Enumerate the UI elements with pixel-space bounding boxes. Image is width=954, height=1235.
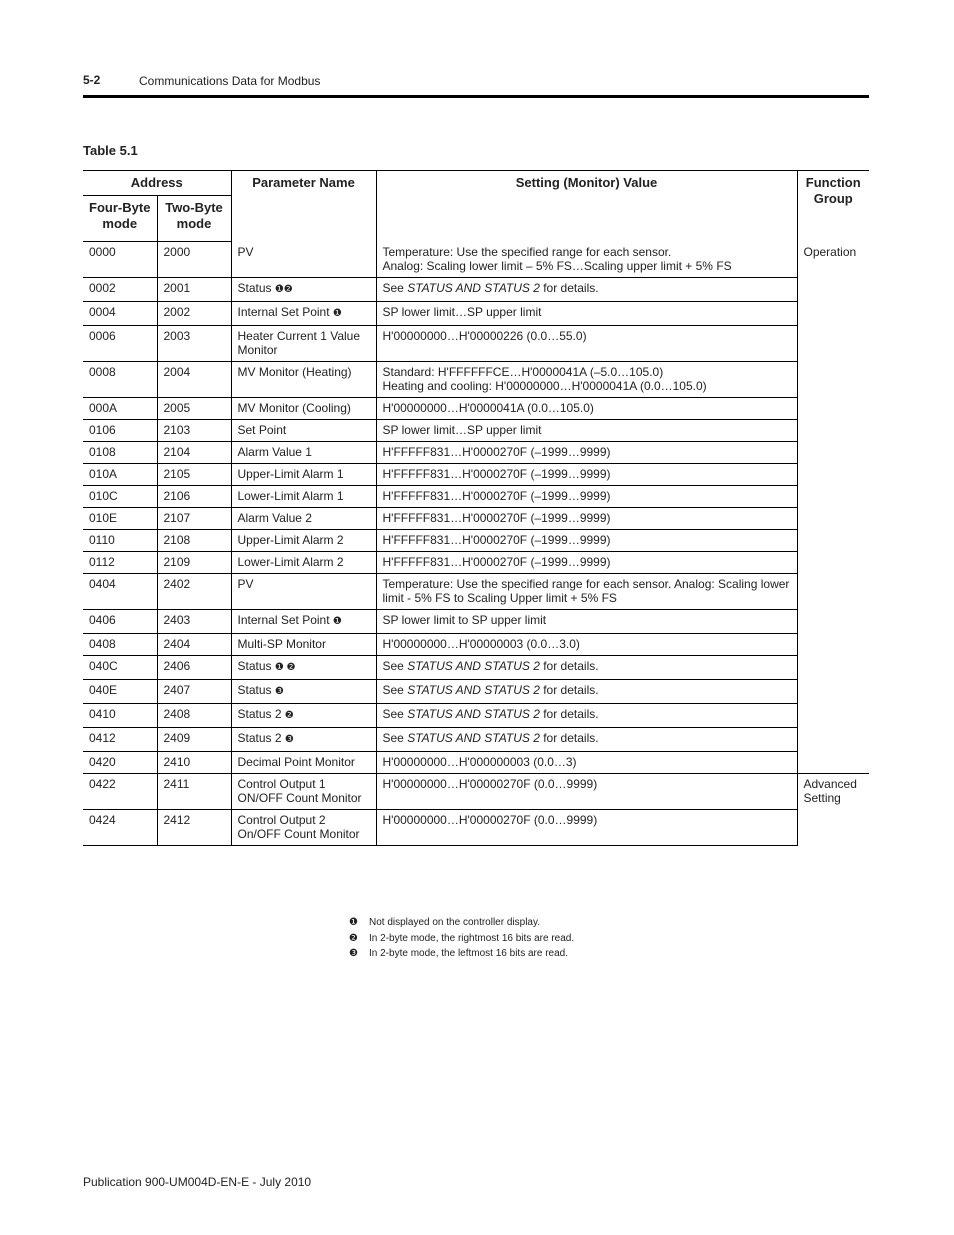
footnotes xyxy=(349,915,574,962)
value-cell: SP lower limit to SP upper limit xyxy=(376,609,797,633)
two-byte-cell: 2000 xyxy=(157,242,231,278)
table-row xyxy=(83,809,869,845)
four-byte-cell: 040C xyxy=(83,655,157,679)
table-row xyxy=(83,573,869,609)
table-row xyxy=(83,277,869,301)
value-cell: H'00000000…H'00000270F (0.0…9999) xyxy=(376,773,797,809)
footnote-marker: ❸ xyxy=(274,685,284,697)
four-byte-cell: 0410 xyxy=(83,703,157,727)
value-cell: H'00000000…H'0000041A (0.0…105.0) xyxy=(376,397,797,419)
two-byte-cell: 2406 xyxy=(157,655,231,679)
two-byte-cell: 2409 xyxy=(157,727,231,751)
four-byte-cell: 010E xyxy=(83,507,157,529)
table-caption: Table 5.1 xyxy=(83,143,138,158)
table-row xyxy=(83,609,869,633)
two-byte-header: Two-Byte mode xyxy=(157,196,231,242)
footnote-marker: ❷ xyxy=(284,709,294,721)
value-cell: H'00000000…H'00000226 (0.0…55.0) xyxy=(376,325,797,361)
footnote-marker: ❶ xyxy=(349,917,358,928)
table-row xyxy=(83,463,869,485)
parameter-cell: MV Monitor (Cooling) xyxy=(231,397,376,419)
footnote-marker: ❸ xyxy=(349,948,358,959)
two-byte-cell: 2107 xyxy=(157,507,231,529)
two-byte-cell: 2108 xyxy=(157,529,231,551)
four-byte-cell: 0002 xyxy=(83,277,157,301)
value-cell: H'FFFFF831…H'0000270F (–1999…9999) xyxy=(376,507,797,529)
parameter-cell: Status 2 ❸ xyxy=(231,727,376,751)
header-rule xyxy=(83,95,869,98)
two-byte-cell: 2411 xyxy=(157,773,231,809)
four-byte-cell: 0106 xyxy=(83,419,157,441)
parameter-cell: Status ❶❷ xyxy=(231,277,376,301)
four-byte-cell: 0108 xyxy=(83,441,157,463)
footnote-marker: ❶ xyxy=(332,615,342,627)
table-row xyxy=(83,751,869,773)
page-section-number: 5-2 xyxy=(83,73,101,87)
table-row xyxy=(83,679,869,703)
table-row xyxy=(83,507,869,529)
footnote-marker: ❶ ❷ xyxy=(274,661,296,673)
parameter-cell: Status ❸ xyxy=(231,679,376,703)
value-cell: Temperature: Use the specified range for each sensor. Analog: Scaling lower limit - 5% FS to Scaling Upper limit + 5% FS xyxy=(376,573,797,609)
footnote-marker: ❶ xyxy=(332,307,342,319)
four-byte-cell: 0420 xyxy=(83,751,157,773)
parameter-cell: Decimal Point Monitor xyxy=(231,751,376,773)
two-byte-cell: 2404 xyxy=(157,633,231,655)
table-row xyxy=(83,727,869,751)
value-cell: H'FFFFF831…H'0000270F (–1999…9999) xyxy=(376,551,797,573)
value-cell: See STATUS AND STATUS 2 for details. xyxy=(376,679,797,703)
two-byte-cell: 2408 xyxy=(157,703,231,727)
two-byte-cell: 2005 xyxy=(157,397,231,419)
parameter-cell: Status 2 ❷ xyxy=(231,703,376,727)
four-byte-cell: 0422 xyxy=(83,773,157,809)
value-cell: H'00000000…H'00000003 (0.0…3.0) xyxy=(376,633,797,655)
four-byte-cell: 0412 xyxy=(83,727,157,751)
two-byte-cell: 2103 xyxy=(157,419,231,441)
table-row xyxy=(83,773,869,809)
parameter-cell: MV Monitor (Heating) xyxy=(231,361,376,397)
value-cell: Standard: H'FFFFFFCE…H'0000041A (–5.0…105.0) Heating and cooling: H'00000000…H'0000041A (0.0…105.0) xyxy=(376,361,797,397)
function-group-header: Function Group xyxy=(797,171,869,242)
four-byte-cell: 0000 xyxy=(83,242,157,278)
value-cell: SP lower limit…SP upper limit xyxy=(376,301,797,325)
page-header-title: Communications Data for Modbus xyxy=(139,74,321,88)
two-byte-cell: 2004 xyxy=(157,361,231,397)
table-row xyxy=(83,703,869,727)
two-byte-cell: 2407 xyxy=(157,679,231,703)
table-row xyxy=(83,633,869,655)
value-cell: SP lower limit…SP upper limit xyxy=(376,419,797,441)
four-byte-cell: 0404 xyxy=(83,573,157,609)
two-byte-cell: 2410 xyxy=(157,751,231,773)
two-byte-cell: 2106 xyxy=(157,485,231,507)
footnote-marker: ❶❷ xyxy=(274,283,293,295)
footnote xyxy=(349,946,574,962)
parameter-cell: Alarm Value 2 xyxy=(231,507,376,529)
table-row xyxy=(83,397,869,419)
parameter-cell: Lower-Limit Alarm 1 xyxy=(231,485,376,507)
modbus-data-table xyxy=(83,170,869,846)
footnote-marker: ❷ xyxy=(349,932,358,944)
parameter-cell: Lower-Limit Alarm 2 xyxy=(231,551,376,573)
parameter-cell: PV xyxy=(231,573,376,609)
footnote-text: In 2-byte mode, the leftmost 16 bits are read. xyxy=(369,948,568,959)
two-byte-cell: 2003 xyxy=(157,325,231,361)
four-byte-cell: 0110 xyxy=(83,529,157,551)
table-row xyxy=(83,361,869,397)
footnote-text: Not displayed on the controller display. xyxy=(369,917,541,928)
value-cell: H'FFFFF831…H'0000270F (–1999…9999) xyxy=(376,529,797,551)
parameter-cell: Multi-SP Monitor xyxy=(231,633,376,655)
page-footer: Publication 900-UM004D-EN-E - July 2010 xyxy=(83,1175,312,1189)
table-row xyxy=(83,441,869,463)
table-row xyxy=(83,485,869,507)
table-row xyxy=(83,419,869,441)
footnote xyxy=(349,915,574,931)
value-cell: H'FFFFF831…H'0000270F (–1999…9999) xyxy=(376,441,797,463)
parameter-cell: Upper-Limit Alarm 2 xyxy=(231,529,376,551)
table-row xyxy=(83,655,869,679)
value-cell: See STATUS AND STATUS 2 for details. xyxy=(376,703,797,727)
parameter-cell: Status ❶ ❷ xyxy=(231,655,376,679)
table-row xyxy=(83,301,869,325)
table-row xyxy=(83,325,869,361)
value-cell: H'FFFFF831…H'0000270F (–1999…9999) xyxy=(376,463,797,485)
value-cell: See STATUS AND STATUS 2 for details. xyxy=(376,727,797,751)
four-byte-header: Four-Byte mode xyxy=(83,196,157,242)
four-byte-cell: 040E xyxy=(83,679,157,703)
four-byte-cell: 000A xyxy=(83,397,157,419)
footnote-text: In 2-byte mode, the rightmost 16 bits are read. xyxy=(369,932,575,944)
table-row xyxy=(83,529,869,551)
four-byte-cell: 0006 xyxy=(83,325,157,361)
four-byte-cell: 010C xyxy=(83,485,157,507)
parameter-cell: Control Output 1 ON/OFF Count Monitor xyxy=(231,773,376,809)
two-byte-cell: 2002 xyxy=(157,301,231,325)
value-cell: Temperature: Use the specified range for each sensor. Analog: Scaling lower limit – 5% FS…Scaling upper limit + 5% FS xyxy=(376,242,797,278)
parameter-cell: Alarm Value 1 xyxy=(231,441,376,463)
four-byte-cell: 010A xyxy=(83,463,157,485)
function-group-operation: Operation xyxy=(797,242,869,774)
two-byte-cell: 2403 xyxy=(157,609,231,633)
parameter-name-header: Parameter Name xyxy=(231,171,376,242)
setting-value-header: Setting (Monitor) Value xyxy=(376,171,797,242)
two-byte-cell: 2412 xyxy=(157,809,231,845)
footnote xyxy=(349,931,574,947)
address-header: Address xyxy=(83,171,231,196)
parameter-cell: PV xyxy=(231,242,376,278)
four-byte-cell: 0008 xyxy=(83,361,157,397)
value-cell: See STATUS AND STATUS 2 for details. xyxy=(376,655,797,679)
two-byte-cell: 2105 xyxy=(157,463,231,485)
parameter-cell: Internal Set Point ❶ xyxy=(231,301,376,325)
value-cell: H'00000000…H'00000270F (0.0…9999) xyxy=(376,809,797,845)
table-row xyxy=(83,242,869,278)
four-byte-cell: 0004 xyxy=(83,301,157,325)
parameter-cell: Set Point xyxy=(231,419,376,441)
four-byte-cell: 0112 xyxy=(83,551,157,573)
two-byte-cell: 2402 xyxy=(157,573,231,609)
footnote-marker: ❸ xyxy=(284,733,294,745)
parameter-cell: Control Output 2 On/OFF Count Monitor xyxy=(231,809,376,845)
two-byte-cell: 2109 xyxy=(157,551,231,573)
four-byte-cell: 0406 xyxy=(83,609,157,633)
value-cell: See STATUS AND STATUS 2 for details. xyxy=(376,277,797,301)
parameter-cell: Upper-Limit Alarm 1 xyxy=(231,463,376,485)
value-cell: H'00000000…H'000000003 (0.0…3) xyxy=(376,751,797,773)
two-byte-cell: 2104 xyxy=(157,441,231,463)
parameter-cell: Internal Set Point ❶ xyxy=(231,609,376,633)
two-byte-cell: 2001 xyxy=(157,277,231,301)
value-cell: H'FFFFF831…H'0000270F (–1999…9999) xyxy=(376,485,797,507)
table-row xyxy=(83,551,869,573)
four-byte-cell: 0408 xyxy=(83,633,157,655)
function-group-advanced: Advanced Setting xyxy=(797,773,869,845)
four-byte-cell: 0424 xyxy=(83,809,157,845)
parameter-cell: Heater Current 1 Value Monitor xyxy=(231,325,376,361)
